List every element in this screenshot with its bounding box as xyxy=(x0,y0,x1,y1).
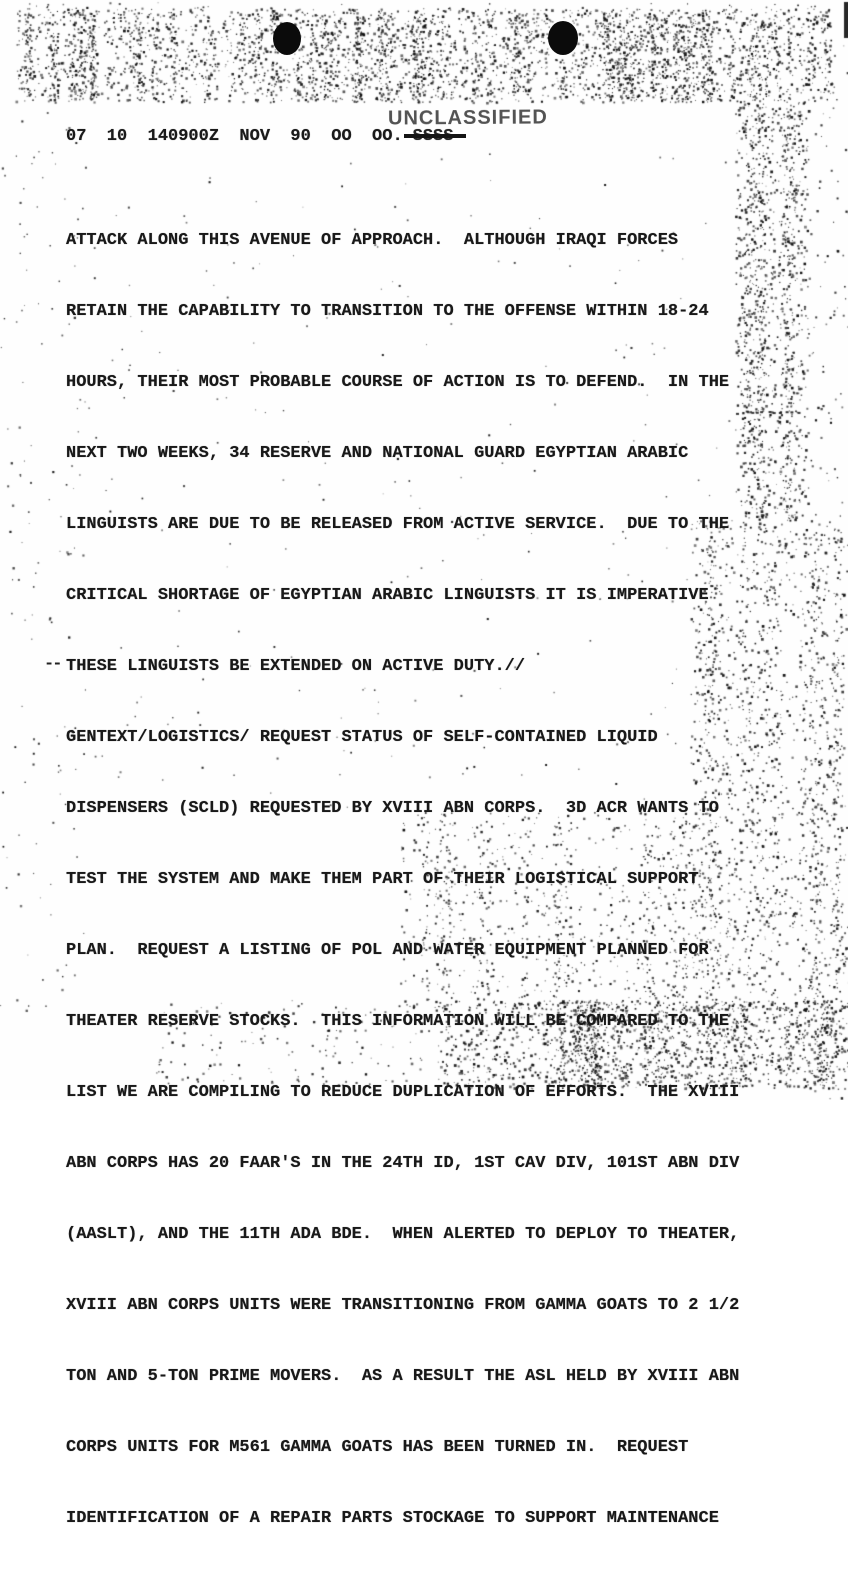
body-line: LIST WE ARE COMPILING TO REDUCE DUPLICATION OF EFFORTS. THE XVIII xyxy=(66,1083,740,1102)
body-line: CORPS UNITS FOR M561 GAMMA GOATS HAS BEEN TURNED IN. REQUEST xyxy=(66,1438,689,1457)
body-line: HOURS, THEIR MOST PROBABLE COURSE OF ACTION IS TO DEFEND. IN THE xyxy=(66,373,730,392)
classification-stamp: UNCLASSIFIED xyxy=(387,106,548,130)
body-line: GENTEXT/LOGISTICS/ REQUEST STATUS OF SELF-CONTAINED LIQUID xyxy=(66,728,658,747)
message-header-line xyxy=(66,127,453,146)
body-line: DISPENSERS (SCLD) REQUESTED BY XVIII ABN CORPS. 3D ACR WANTS TO xyxy=(66,799,719,818)
stray-pen-mark: -- xyxy=(44,655,61,674)
body-line: TEST THE SYSTEM AND MAKE THEM PART OF THEIR LOGISTICAL SUPPORT xyxy=(66,870,699,889)
body-line: XVIII ABN CORPS UNITS WERE TRANSITIONING FROM GAMMA GOATS TO 2 1/2 xyxy=(66,1296,740,1315)
body-line: THESE LINGUISTS BE EXTENDED ON ACTIVE DUTY.// xyxy=(66,657,526,676)
struck-classification-code xyxy=(413,127,454,146)
strikethrough-line xyxy=(404,134,467,138)
hole-punch-dot xyxy=(273,22,301,55)
message-body xyxy=(66,193,739,1580)
body-line: THEATER RESERVE STOCKS. THIS INFORMATION WILL BE COMPARED TO THE xyxy=(66,1012,730,1031)
body-line: ABN CORPS HAS 20 FAAR'S IN THE 24TH ID, 1ST CAV DIV, 101ST ABN DIV xyxy=(66,1154,740,1173)
body-line: PLAN. REQUEST A LISTING OF POL AND WATER EQUIPMENT PLANNED FOR xyxy=(66,941,709,960)
body-line: IDENTIFICATION OF A REPAIR PARTS STOCKAGE TO SUPPORT MAINTENANCE xyxy=(66,1509,719,1528)
body-line: TON AND 5-TON PRIME MOVERS. AS A RESULT THE ASL HELD BY XVIII ABN xyxy=(66,1367,740,1386)
body-line: CRITICAL SHORTAGE OF EGYPTIAN ARABIC LINGUISTS IT IS IMPERATIVE xyxy=(66,586,709,605)
body-line: ATTACK ALONG THIS AVENUE OF APPROACH. ALTHOUGH IRAQI FORCES xyxy=(66,231,679,250)
body-line: NEXT TWO WEEKS, 34 RESERVE AND NATIONAL GUARD EGYPTIAN ARABIC xyxy=(66,444,689,463)
body-line: LINGUISTS ARE DUE TO BE RELEASED FROM ACTIVE SERVICE. DUE TO THE xyxy=(66,515,730,534)
header-date-group: 07 10 140900Z NOV 90 OO OO. xyxy=(66,127,403,146)
body-line: (AASLT), AND THE 11TH ADA BDE. WHEN ALERTED TO DEPLOY TO THEATER, xyxy=(66,1225,740,1244)
body-line: RETAIN THE CAPABILITY TO TRANSITION TO THE OFFENSE WITHIN 18-24 xyxy=(66,302,709,321)
hole-punch-dot xyxy=(548,21,578,55)
